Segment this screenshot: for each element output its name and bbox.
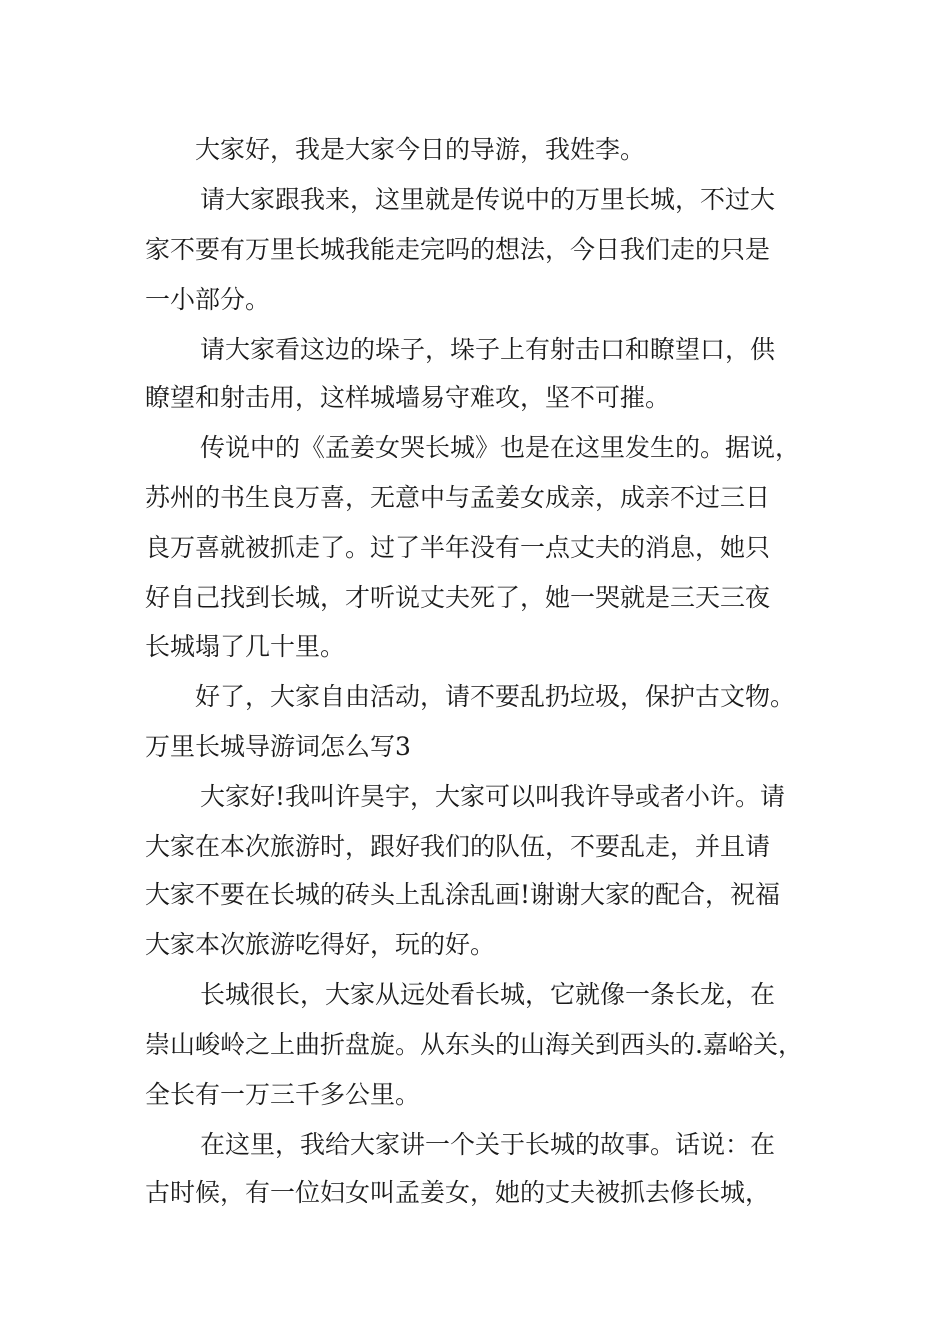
text-line: 一小部分。 [145,285,271,314]
text-line: 长城塌了几十里。 [145,632,346,661]
text-line: 大家好!我叫许昊宇，大家可以叫我许导或者小许。请 [200,782,786,811]
text-line: 好自己找到长城，才听说丈夫死了，她一哭就是三天三夜 [145,583,771,612]
text-line: 崇山峻岭之上曲折盘旋。从东头的山海关到西头的.嘉峪关， [145,1030,803,1059]
text-line: 全长有一万三千多公里。 [145,1080,421,1109]
section-heading: 万里长城导游词怎么写3 [145,732,411,761]
text-line: 请大家看这边的垛子，垛子上有射击口和瞭望口，供 [200,335,776,364]
text-line: 家不要有万里长城我能走完吗的想法，今日我们走的只是 [145,235,771,264]
text-line: 长城很长，大家从远处看长城，它就像一条长龙，在 [200,980,776,1009]
text-line: 在这里，我给大家讲一个关于长城的故事。话说：在 [200,1130,776,1159]
text-line: 传说中的《孟姜女哭长城》也是在这里发生的。据说， [200,433,801,462]
text-line: 大家本次旅游吃得好，玩的好。 [145,930,496,959]
text-line: 请大家跟我来，这里就是传说中的万里长城，不过大 [200,185,776,214]
text-line: 好了，大家自由活动，请不要乱扔垃圾，保护古文物。 [195,682,796,711]
text-line: 良万喜就被抓走了。过了半年没有一点丈夫的消息，她只 [145,533,771,562]
text-line: 苏州的书生良万喜，无意中与孟姜女成亲，成亲不过三日 [145,483,771,512]
text-line: 瞭望和射击用，这样城墙易守难攻，坚不可摧。 [145,383,671,412]
text-line: 大家不要在长城的砖头上乱涂乱画!谢谢大家的配合，祝福 [145,880,781,909]
text-line: 古时候，有一位妇女叫孟姜女，她的丈夫被抓去修长城， [145,1178,771,1207]
text-line: 大家好，我是大家今日的导游，我姓李。 [195,135,646,164]
text-line: 大家在本次旅游时，跟好我们的队伍，不要乱走，并且请 [145,832,771,861]
